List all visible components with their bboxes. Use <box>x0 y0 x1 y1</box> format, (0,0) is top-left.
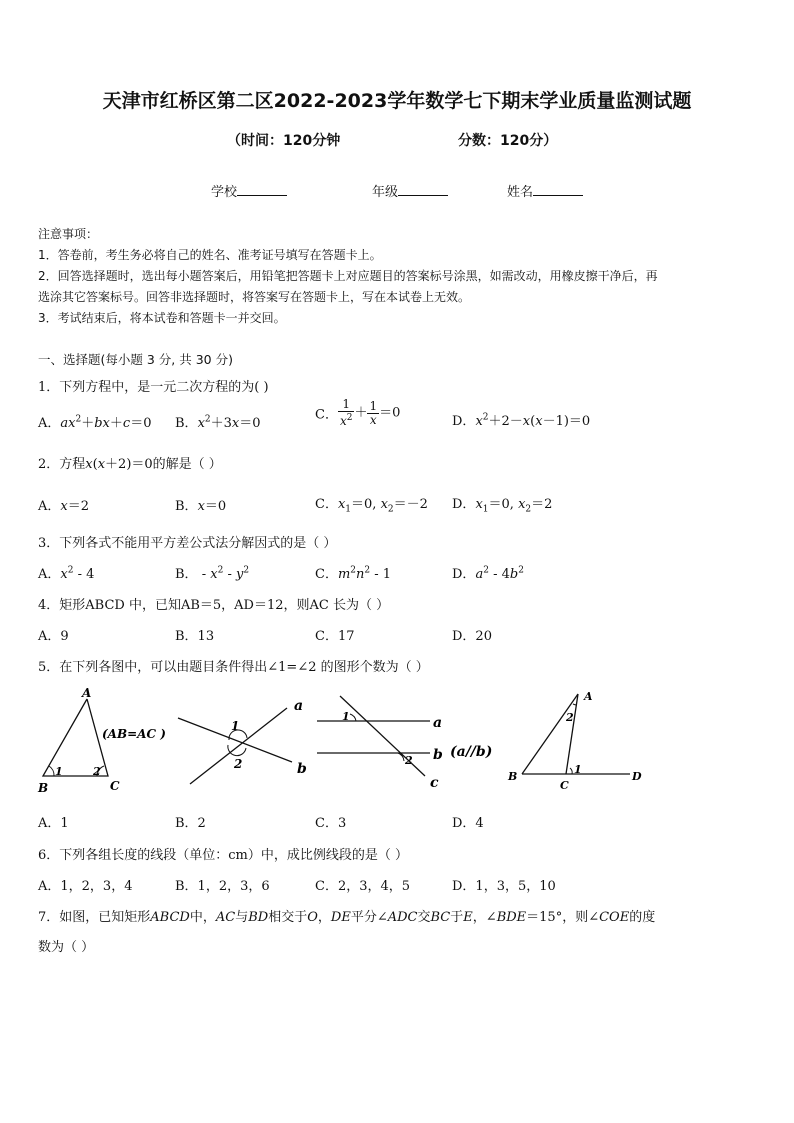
q3-option-a: A．$x^2 - 4$ <box>38 565 95 582</box>
q5-option-b: B．2 <box>175 816 206 831</box>
name-blank <box>533 183 583 196</box>
q6-option-c: C．2，3，4，5 <box>315 879 411 894</box>
name-label: 姓名 <box>507 185 534 200</box>
q1-option-a: A．$ax^2+bx+c=0$ <box>38 414 152 431</box>
fig4-label-d: D <box>632 770 642 783</box>
fig1-condition: (AB=AC ) <box>102 727 166 741</box>
q4-stem: 4．矩形ABCD 中，已知AB＝5，AD＝12，则AC 长为（ ） <box>38 598 390 613</box>
fig4-label-a: A <box>584 690 593 703</box>
name-field <box>507 181 583 200</box>
q4-option-b: B．13 <box>175 629 215 644</box>
q2-stem: 2．方程x(x＋2)＝0的解是（ ） <box>38 457 222 472</box>
q7-stem: 7．如图，已知矩形ABCD中，AC与BD相交于O，DE平分∠ADC交BC于E，∠BDE＝15°，则∠COE的度 <box>38 910 656 925</box>
fig1-label-c: C <box>110 779 120 793</box>
grade-field <box>372 181 448 200</box>
exam-time: （时间：120分钟 <box>227 133 341 149</box>
note-3: 3．考试结束后，将本试卷和答题卡一并交回。 <box>38 311 286 325</box>
q2-option-c: C．$x_1=0$, $x_2=-2$ <box>315 497 428 515</box>
q6-option-d: D．1，3，5，10 <box>452 879 556 894</box>
q4-option-a: A．9 <box>38 629 69 644</box>
q3-stem: 3．下列各式不能用平方差公式法分解因式的是（ ） <box>38 536 337 551</box>
q2-option-d: D．$x_1=0$, $x_2=2$ <box>452 497 553 515</box>
section-heading: 一、选择题(每小题 3 分, 共 30 分) <box>38 352 233 367</box>
q5-option-a: A．1 <box>38 816 69 831</box>
fig1-angle-1: 1 <box>55 765 63 778</box>
school-label: 学校 <box>211 185 238 200</box>
q4-option-d: D．20 <box>452 629 492 644</box>
fig3-label-c: c <box>430 775 439 791</box>
page-title: 天津市红桥区第二区2022-2023学年数学七下期末学业质量监测试题 <box>102 90 692 112</box>
q1-stem: 1．下列方程中，是一元二次方程的为( ) <box>38 380 269 395</box>
fig3-angle-1: 1 <box>342 710 350 723</box>
q3-option-c: C．$m^2n^2 - 1$ <box>315 565 392 582</box>
fig1-label-b: B <box>38 781 49 795</box>
q3-option-b: B． - $x^2 - y^2$ <box>175 565 250 582</box>
fig1-angle-2: 2 <box>93 765 101 778</box>
fig4-label-c: C <box>560 779 569 792</box>
q6-option-b: B．1，2，3，6 <box>175 879 270 894</box>
fig3-label-a: a <box>433 715 443 731</box>
q5-figure-3 <box>312 692 510 792</box>
q5-figure-4 <box>500 686 650 794</box>
school-field <box>211 181 287 200</box>
q5-option-d: D．4 <box>452 816 484 831</box>
notes-heading: 注意事项： <box>38 227 99 241</box>
q3-option-d: D．$a^2 - 4b^2$ <box>452 565 524 582</box>
note-2b: 选涂其它答案标号。回答非选择题时，将答案写在答题卡上，写在本试卷上无效。 <box>38 290 471 304</box>
fig2-angle-2: 2 <box>234 757 243 771</box>
school-blank <box>237 183 287 196</box>
note-2a: 2．回答选择题时，选出每小题答案后，用铅笔把答题卡上对应题目的答案标号涂黑，如需改动，用橡皮擦干净后，再 <box>38 269 658 283</box>
q1-option-c: C． $\frac{1}{x^2}$ ＋ $\frac{1}{x}$ ＝0 <box>315 397 401 428</box>
fig3-condition: (a//b) <box>450 744 493 760</box>
q5-stem: 5．在下列各图中，可以由题目条件得出∠1=∠2 的图形个数为（ ） <box>38 660 429 675</box>
q6-option-a: A．1，2，3，4 <box>38 879 133 894</box>
q5-figure-2 <box>172 690 317 790</box>
grade-label: 年级 <box>372 185 399 200</box>
grade-blank <box>398 183 448 196</box>
q5-figure-1 <box>30 684 180 799</box>
q4-option-c: C．17 <box>315 629 355 644</box>
fig4-angle-2: 2 <box>566 711 574 724</box>
fig2-angle-1: 1 <box>231 719 240 733</box>
q2-option-b: B．x＝0 <box>175 499 227 514</box>
q1-option-d: D．$x^2+2-x(x-1)=0$ <box>452 412 591 429</box>
fig3-label-b: b <box>433 747 443 763</box>
fig2-label-a: a <box>294 698 304 714</box>
q2-option-a: A．x＝2 <box>38 499 90 514</box>
q5-option-c: C．3 <box>315 816 347 831</box>
q7-stem-line2: 数为（ ） <box>38 940 95 955</box>
exam-score: 分数：120分） <box>458 133 558 149</box>
fig4-label-b: B <box>508 770 518 783</box>
q6-stem: 6．下列各组长度的线段（单位：cm）中，成比例线段的是（ ） <box>38 848 409 863</box>
q1-option-b: B．$x^2+3x=0$ <box>175 414 261 431</box>
fig4-angle-1: 1 <box>574 763 582 776</box>
fig3-angle-2: 2 <box>405 754 413 767</box>
note-1: 1．答卷前，考生务必将自己的姓名、准考证号填写在答题卡上。 <box>38 248 382 262</box>
fig1-label-a: A <box>82 686 92 700</box>
fig2-label-b: b <box>297 761 307 777</box>
